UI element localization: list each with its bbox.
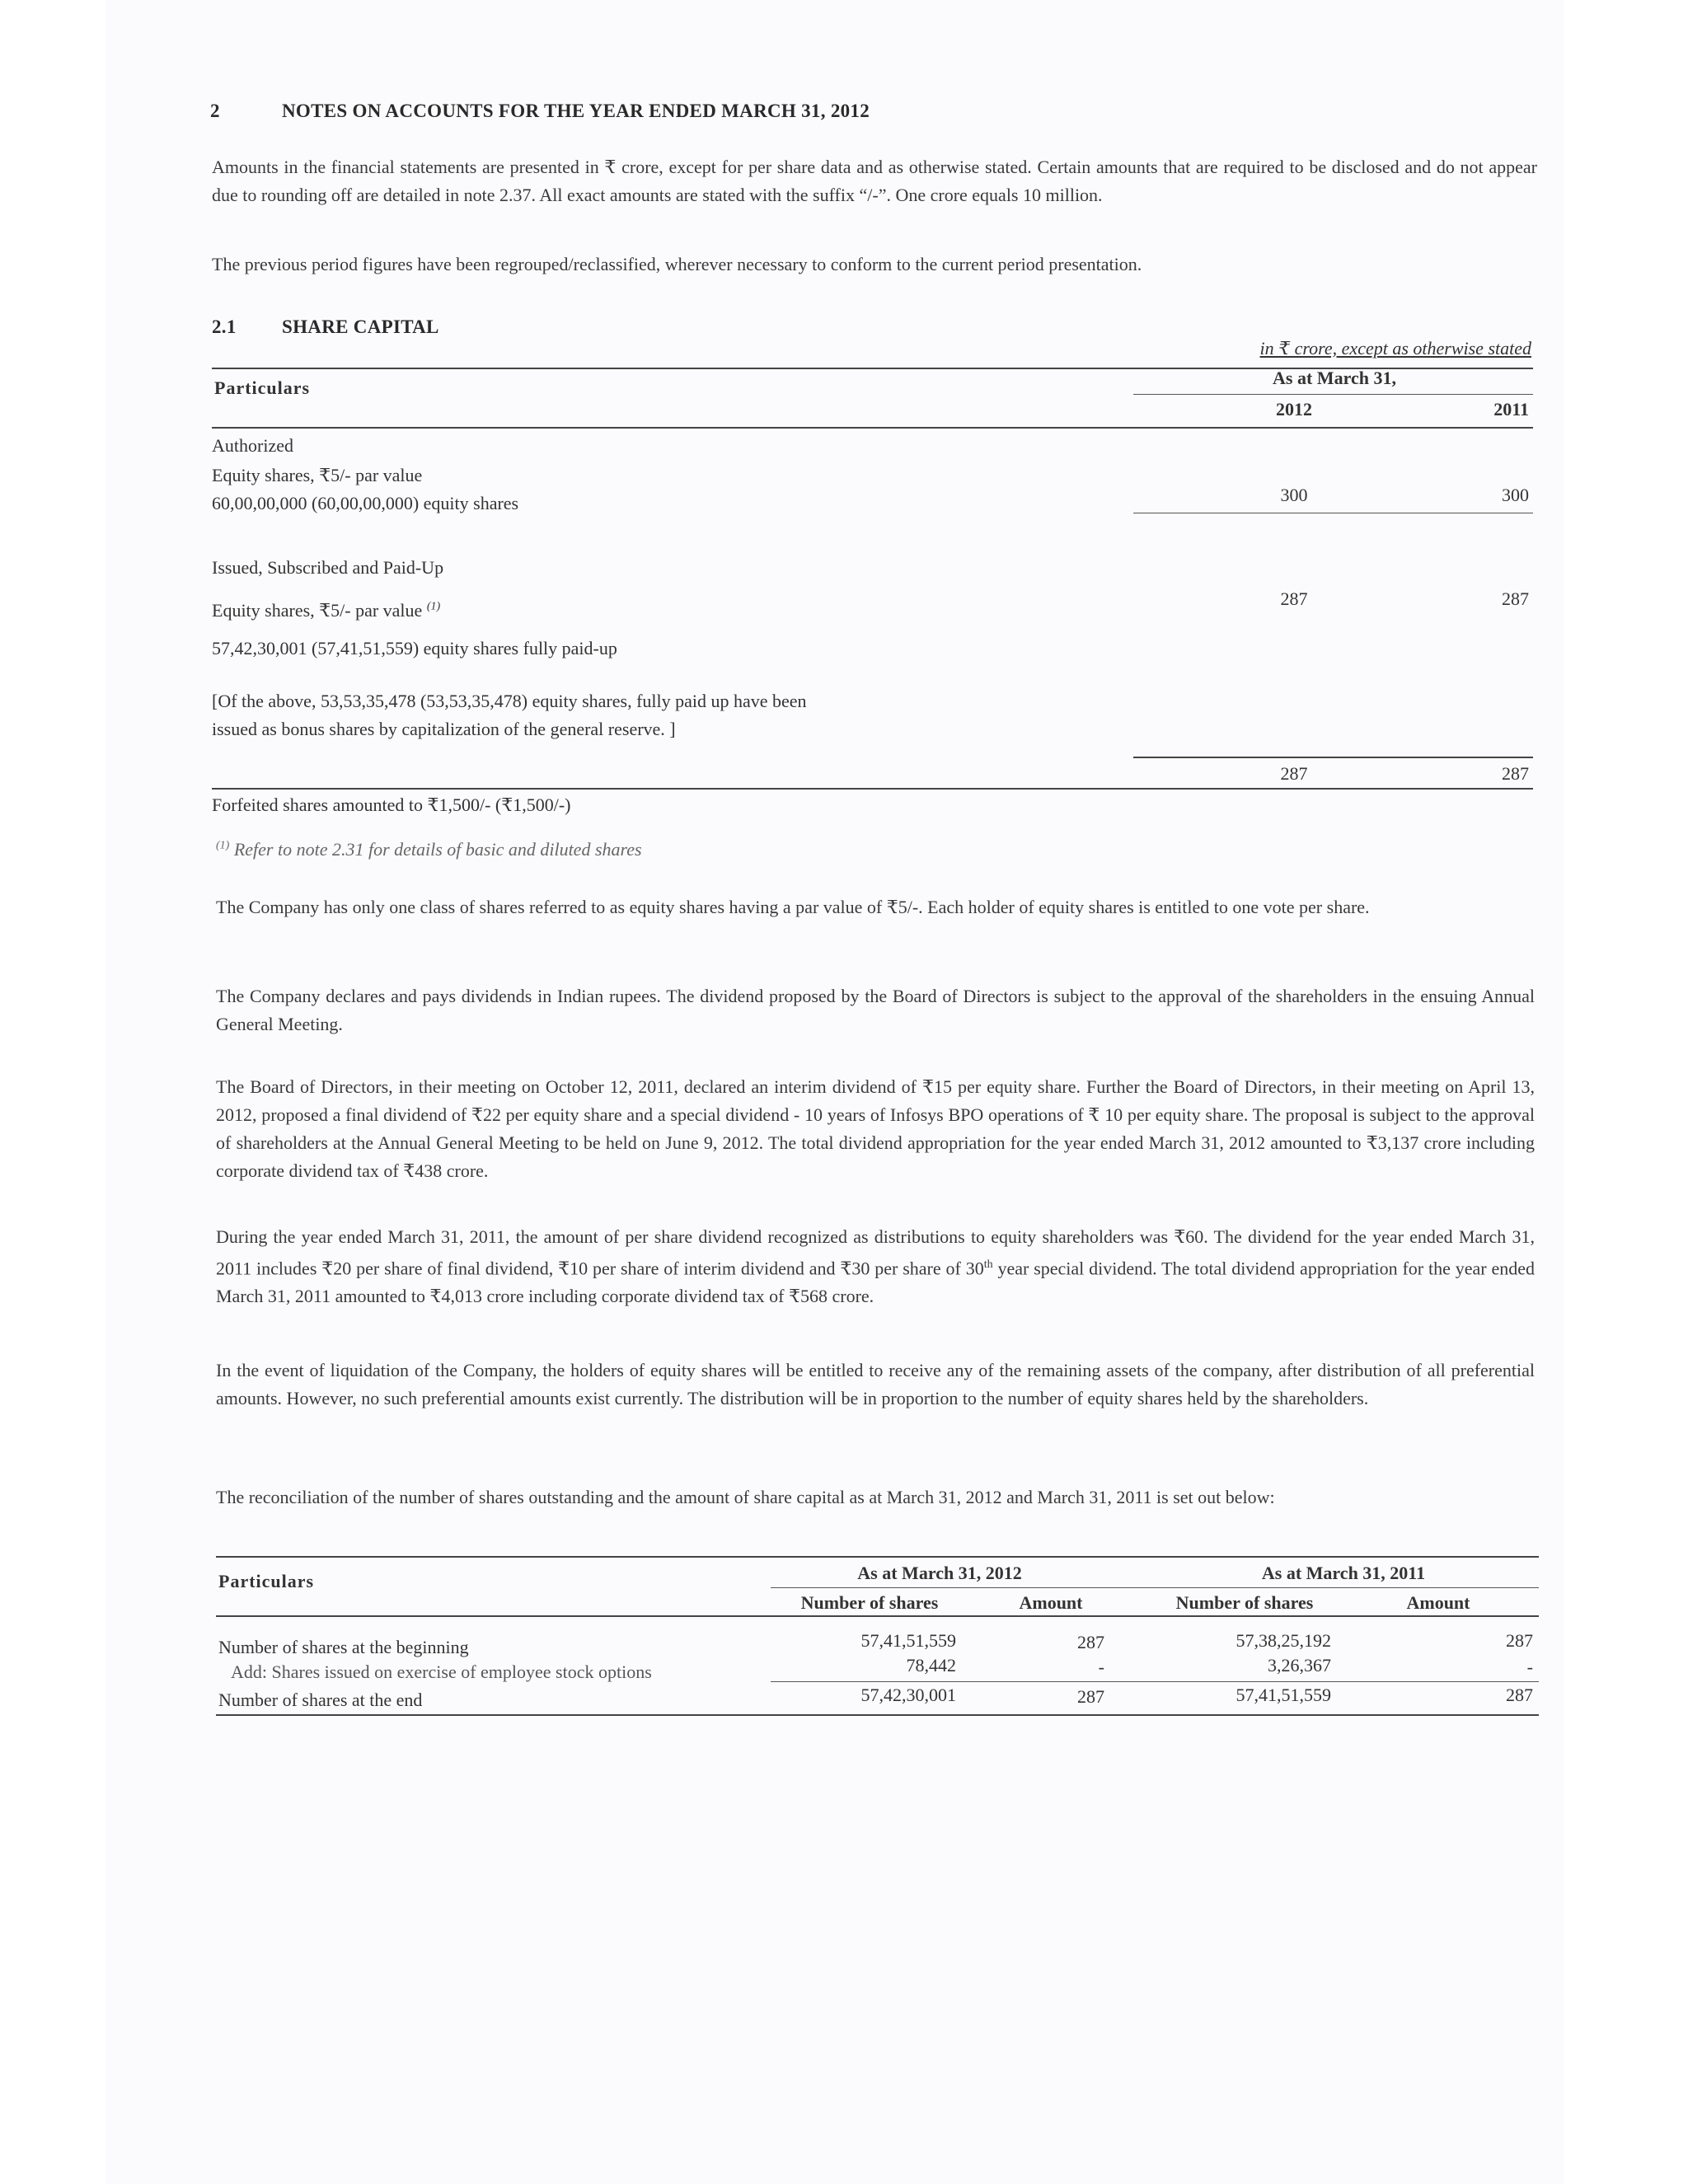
intro-paragraph-2: The previous period figures have been regrouped/reclassified, wherever necessary to conform to the current period presentation. (212, 254, 1142, 274)
body-paragraph-4 (216, 1223, 1535, 1310)
recon-row-1-amount-2011: 287 (1506, 1630, 1533, 1651)
footnote (216, 839, 642, 860)
col-header-particulars: Particulars (214, 377, 311, 398)
bonus-note-line-1: [Of the above, 53,53,35,478 (53,53,35,478) equity shares, fully paid up have been (212, 691, 807, 711)
issued-line-1 (212, 600, 440, 621)
recon-sub-shares-2011: Number of shares (1175, 1592, 1314, 1613)
recon-row-3-amount-2011: 287 (1506, 1685, 1533, 1705)
footnote-text: Refer to note 2.31 for details of basic and diluted shares (233, 839, 642, 860)
body-paragraph-4a: During the year ended March 31, 2011, the amount of per share dividend recognized as distributions to equity shareholders was ₹60. The dividend for the year ended March 31, 2011 includes ₹20 per share of final dividend, ₹10 per share of interim dividend and ₹30 per share of 30 (216, 1226, 1535, 1279)
body-paragraph-4b: year special dividend. The total dividend appropriation for the year ended March 31, 2011 amounted to ₹4,013 crore including corporate dividend tax of ₹568 crore. (216, 1258, 1535, 1307)
body-paragraph-5: In the event of liquidation of the Company, the holders of equity shares will be entitled to receive any of the remaining assets of the company, after distribution of all preferential amounts. However, no such preferential amounts exist currently. The distribution will be in proportion to the number of equity shares held by the shareholders. (216, 1360, 1535, 1408)
body-paragraph-2: The Company declares and pays dividends in Indian rupees. The dividend proposed by the Board of Directors is subject to the approval of the shareholders in the ensuing Annual General Meeting. (216, 986, 1535, 1034)
recon-header-rule (216, 1615, 1539, 1617)
total-top-rule (1133, 757, 1533, 758)
total-2011: 287 (1502, 763, 1529, 784)
recon-group-2011: As at March 31, 2011 (1261, 1563, 1426, 1583)
recon-sub-shares-2012: Number of shares (800, 1592, 939, 1613)
issued-2011: 287 (1502, 588, 1529, 609)
bonus-note-line-2: issued as bonus shares by capitalization of the general reserve. ] (212, 719, 676, 739)
col-header-2011: 2011 (1493, 399, 1529, 419)
recon-row-3-shares-2012: 57,42,30,001 (860, 1685, 956, 1705)
recon-row-1-shares-2012: 57,41,51,559 (860, 1630, 956, 1651)
authorized-line-1: Equity shares, ₹5/- par value (212, 465, 423, 485)
recon-group-rule (771, 1587, 1539, 1588)
issued-label: Issued, Subscribed and Paid-Up (212, 557, 444, 578)
recon-row-3-amount-2012: 287 (1077, 1686, 1104, 1707)
col-header-as-at: As at March 31, (1273, 368, 1396, 388)
authorized-2011: 300 (1502, 485, 1529, 505)
intro-paragraph-1: Amounts in the financial statements are presented in ₹ crore, except for per share data and as otherwise stated. Certain amounts that are required to be disclosed and do not appear due to rounding off are detailed in note 2.37. All exact amounts are stated with the suffix “/-”. One crore equals 10 million. (212, 157, 1537, 205)
recon-row-3-shares-2011: 57,41,51,559 (1236, 1685, 1331, 1705)
page-number: 2 (210, 101, 220, 121)
recon-row-2-shares-2012: 78,442 (906, 1655, 956, 1675)
recon-bottom-rule (216, 1714, 1539, 1716)
authorized-2012: 300 (1280, 485, 1308, 505)
col-group-rule (1133, 394, 1533, 395)
recon-row-1-shares-2011: 57,38,25,192 (1236, 1630, 1331, 1651)
issued-footnote-ref: (1) (426, 600, 441, 613)
recon-row-2-amount-2012: - (1098, 1657, 1104, 1677)
header-bottom-rule (212, 427, 1533, 429)
body-paragraph-6: The reconciliation of the number of shares outstanding and the amount of share capital as at March 31, 2012 and March 31, 2011 is set out below: (216, 1487, 1275, 1507)
page-title: NOTES ON ACCOUNTS FOR THE YEAR ENDED MARCH 31, 2012 (282, 101, 870, 121)
total-2012: 287 (1280, 763, 1308, 784)
table-bottom-rule (212, 788, 1533, 790)
recon-group-2012: As at March 31, 2012 (857, 1563, 1022, 1583)
recon-row-1-label: Number of shares at the beginning (218, 1637, 469, 1657)
recon-row-2-shares-2011: 3,26,367 (1268, 1655, 1331, 1675)
recon-top-rule (216, 1556, 1539, 1558)
footnote-marker: (1) (216, 839, 230, 852)
body-paragraph-1: The Company has only one class of shares referred to as equity shares having a par value of ₹5/-. Each holder of equity shares is entitled to one vote per share. (216, 897, 1370, 917)
authorized-label: Authorized (212, 435, 293, 456)
issued-line-2: 57,42,30,001 (57,41,51,559) equity shares fully paid-up (212, 638, 617, 658)
section-heading: SHARE CAPITAL (282, 316, 439, 337)
col-header-2012: 2012 (1276, 399, 1312, 419)
unit-note: in ₹ crore, except as otherwise stated (1259, 338, 1531, 359)
recon-row-2-label: Add: Shares issued on exercise of employee stock options (231, 1661, 652, 1682)
recon-row-3-label: Number of shares at the end (218, 1690, 423, 1710)
recon-sub-amount-2012: Amount (1019, 1592, 1083, 1613)
body-paragraph-3: The Board of Directors, in their meeting on October 12, 2011, declared an interim dividend of ₹15 per equity share. Further the Board of Directors, in their meeting on April 13, 2012, proposed a final dividend of ₹22 per equity share and a special dividend - 10 years of Infosys BPO operations of ₹ 10 per equity share. The proposal is subject to the approval of shareholders at the Annual General Meeting to be held on June 9, 2012. The total dividend appropriation for the year ended March 31, 2012 amounted to ₹3,137 crore including corporate dividend tax of ₹438 crore. (216, 1076, 1535, 1181)
issued-line-1-text: Equity shares, ₹5/- par value (212, 600, 423, 621)
ordinal-suffix: th (983, 1258, 993, 1271)
forfeited-note: Forfeited shares amounted to ₹1,500/- (₹1,500/-) (212, 794, 571, 815)
authorized-line-2: 60,00,00,000 (60,00,00,000) equity shares (212, 493, 519, 513)
recon-row-2-amount-2011: - (1526, 1657, 1533, 1677)
issued-2012: 287 (1280, 588, 1308, 609)
recon-subtotal-rule (771, 1681, 1539, 1682)
recon-col-particulars: Particulars (218, 1571, 315, 1591)
recon-sub-amount-2011: Amount (1406, 1592, 1470, 1613)
recon-row-1-amount-2012: 287 (1077, 1632, 1104, 1652)
section-number: 2.1 (212, 316, 237, 337)
